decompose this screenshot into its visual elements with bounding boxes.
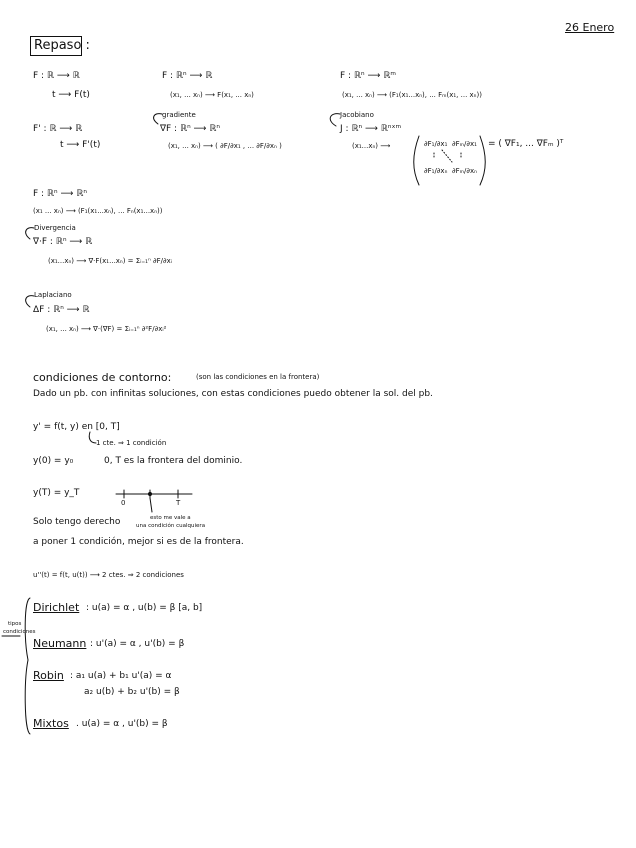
f3-definition: F : ℝⁿ ⟶ ℝᵐ [340, 71, 397, 81]
gradient-mapping: (x₁, ... xₙ) ⟶ ( ∂F/∂x₁ , ... ∂F/∂xₙ ) [168, 142, 282, 150]
axis-tick-T: T [176, 499, 181, 507]
jacobian-label: Jacobiano [340, 111, 374, 119]
robin-equation-1: : a₁ u(a) + b₁ u'(a) = α [70, 671, 172, 681]
neumann-equation: : u'(a) = α , u'(b) = β [90, 639, 185, 649]
divergence-label: Divergencia [34, 224, 76, 232]
page-title: Repaso : [34, 38, 90, 53]
types-label-2: condiciones [3, 629, 36, 635]
ode-statement: y' = f(t, y) en [0, T] [33, 422, 120, 432]
gradient-label: gradiente [162, 111, 196, 119]
contour-intro: Dado un pb. con infinitas soluciones, con estas condiciones puedo obtener la sol. del pb. [33, 389, 433, 399]
axis-note-2: una condición cualquiera [136, 523, 206, 529]
jacobian-entry-12: ∂Fₘ/∂x₁ [452, 140, 477, 148]
mixtos-name: Mixtos [33, 717, 69, 730]
only-one-condition-1: Solo tengo derecho [33, 517, 121, 527]
f1-mapping: t ⟶ F(t) [52, 90, 90, 100]
f1-definition: F : ℝ ⟶ ℝ [33, 71, 80, 81]
jacobian-dots [434, 150, 461, 162]
contour-title-note: (son las condiciones en la frontera) [196, 373, 320, 381]
second-order-statement: u''(t) = f(t, u(t)) ⟶ 2 ctes. ⇒ 2 condiciones [33, 571, 184, 579]
divergence-hook [26, 228, 34, 239]
f2-mapping: (x₁, ... xₙ) ⟶ F(x₁, ... xₙ) [170, 91, 254, 99]
number-line-pointer [150, 498, 152, 512]
gradient-definition: ∇F : ℝⁿ ⟶ ℝⁿ [160, 124, 221, 134]
f3-mapping: (x₁, ... xₙ) ⟶ (F₁(x₁...xₙ), ... Fₘ(x₁, ... xₙ)) [342, 91, 482, 99]
final-condition: y(T) = y_T [33, 488, 80, 498]
only-one-condition-2: a poner 1 condición, mejor si es de la frontera. [33, 537, 244, 547]
mixtos-equation: . u(a) = α , u'(b) = β [76, 719, 168, 729]
jacobian-mapping: (x₁...xₙ) ⟶ [352, 142, 391, 150]
jacobian-entry-11: ∂F₁/∂x₁ [424, 140, 448, 148]
laplacian-mapping: (x₁, ... xₙ) ⟶ ∇·(∇F) = Σᵢ₌₁ⁿ ∂²F/∂xᵢ² [46, 325, 167, 333]
vector-field-mapping: (x₁ ... xₙ) ⟶ (F₁(x₁...xₙ), ... Fₙ(x₁...xₙ)) [33, 207, 163, 215]
robin-equation-2: a₂ u(b) + b₂ u'(b) = β [84, 687, 180, 697]
f2-definition: F : ℝⁿ ⟶ ℝ [162, 71, 213, 81]
types-label-1: tipos [8, 621, 22, 627]
neumann-name: Neumann [33, 637, 87, 650]
axis-note-1: esto me vale a [150, 515, 191, 521]
derivative-mapping: t ⟶ F'(t) [60, 140, 101, 150]
laplacian-definition: ΔF : ℝⁿ ⟶ ℝ [33, 305, 90, 315]
axis-tick-0: 0 [121, 499, 126, 507]
jacobian-left-bracket [414, 136, 419, 185]
types-brace [25, 598, 30, 734]
jacobian-definition: J : ℝⁿ ⟶ ℝⁿˣᵐ [340, 124, 402, 134]
number-line-point [148, 492, 151, 495]
jacobian-equivalence: = ( ∇F₁, ... ∇Fₘ )ᵀ [488, 139, 564, 149]
divergence-mapping: (x₁...xₙ) ⟶ ∇·F(x₁...xₙ) = Σᵢ₌₁ⁿ ∂F/∂xᵢ [48, 257, 172, 265]
frontier-statement: 0, T es la frontera del dominio. [104, 456, 243, 466]
laplacian-label: Laplaciano [34, 291, 72, 299]
initial-condition: y(0) = y₀ [33, 456, 74, 466]
vector-field-definition: F : ℝⁿ ⟶ ℝⁿ [33, 189, 87, 199]
date-label: 26 Enero [565, 21, 615, 34]
dirichlet-name: Dirichlet [33, 601, 80, 614]
jacobian-hook [330, 114, 340, 126]
jacobian-entry-21: ∂F₁/∂xₙ [424, 167, 448, 175]
derivative-definition: F' : ℝ ⟶ ℝ [33, 124, 83, 134]
jacobian-right-bracket [480, 136, 485, 185]
gradient-hook [154, 114, 162, 124]
dirichlet-equation: : u(a) = α , u(b) = β [a, b] [86, 603, 203, 613]
jacobian-entry-22: ∂Fₘ/∂xₙ [452, 167, 477, 175]
divergence-definition: ∇·F : ℝⁿ ⟶ ℝ [33, 237, 93, 247]
contour-title: condiciones de contorno: [33, 371, 172, 384]
ode-note-hook [89, 432, 96, 443]
ode-note: 1 cte. ⇒ 1 condición [96, 439, 167, 447]
laplacian-hook [26, 296, 34, 307]
robin-name: Robin [33, 669, 64, 682]
